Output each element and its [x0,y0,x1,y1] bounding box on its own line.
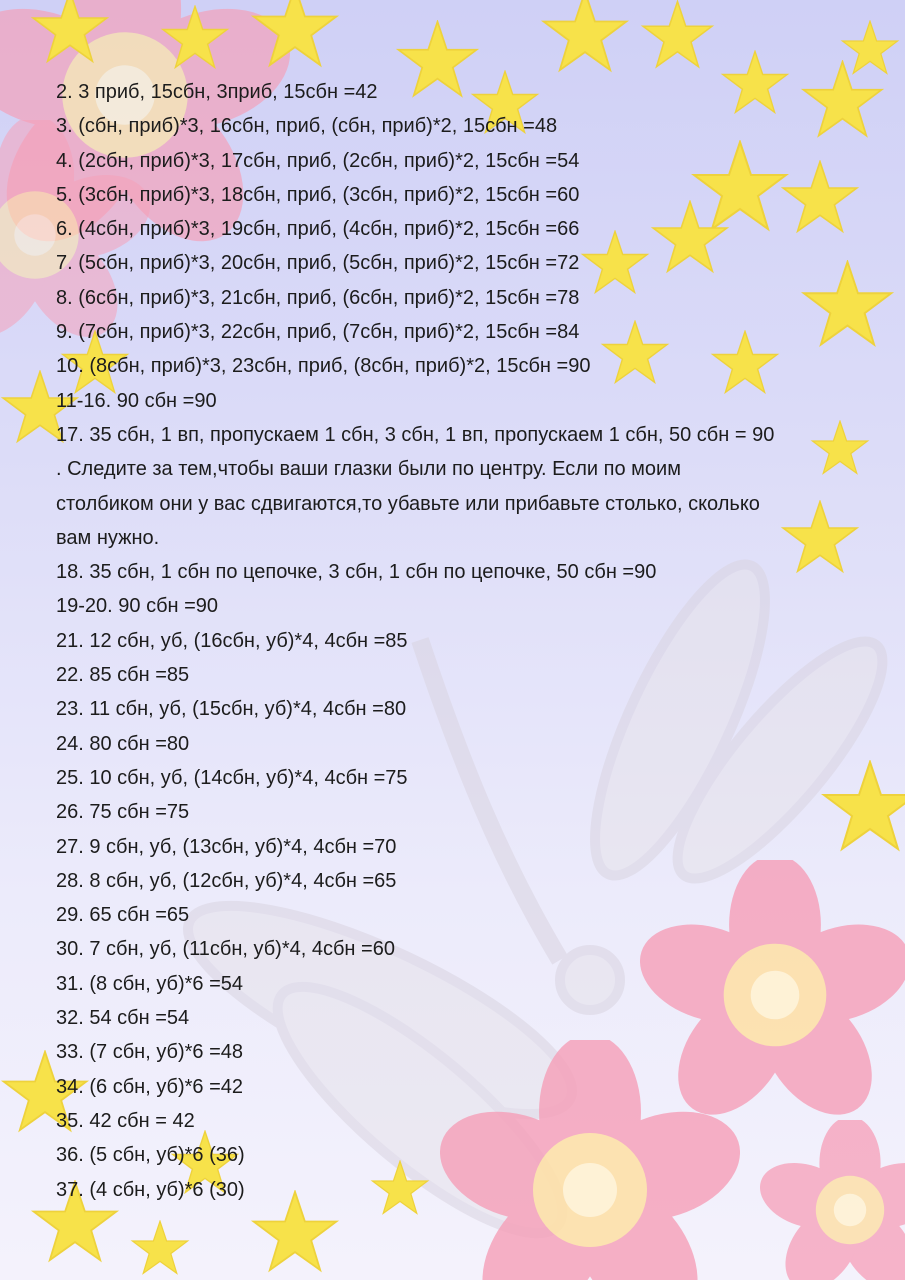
pattern-row: 4. (2сбн, приб)*3, 17сбн, приб, (2сбн, приб)*2, 15сбн =54 [56,149,580,172]
pattern-row: 29. 65 сбн =65 [56,904,190,927]
pattern-row: 26. 75 сбн =75 [56,801,190,824]
pattern-row: 28. 8 сбн, уб, (12сбн, уб)*4, 4сбн =65 [56,869,397,892]
pattern-note: . Следите за тем,чтобы ваши глазки были по центру. Если по моим [56,458,681,481]
pattern-row: 31. (8 сбн, уб)*6 =54 [56,972,244,995]
pattern-row: 5. (3сбн, приб)*3, 18сбн, приб, (3сбн, приб)*2, 15сбн =60 [56,183,580,206]
pattern-row: 18. 35 сбн, 1 сбн по цепочке, 3 сбн, 1 сбн по цепочке, 50 сбн =90 [56,561,657,584]
pattern-row: 11-16. 90 сбн =90 [56,389,217,412]
pattern-row: 8. (6сбн, приб)*3, 21сбн, приб, (6сбн, приб)*2, 15сбн =78 [56,286,580,309]
pattern-row: 37. (4 сбн, уб)*6 (30) [56,1178,245,1201]
pattern-row: 33. (7 сбн, уб)*6 =48 [56,1041,244,1064]
pattern-note: столбиком они у вас сдвигаются,то убавьте или прибавьте столько, сколько [56,492,760,515]
pattern-row: 35. 42 сбн = 42 [56,1109,195,1132]
star-icon [544,0,627,70]
pattern-row: 3. (сбн, приб)*3, 16сбн, приб, (сбн, приб)*2, 15сбн =48 [56,115,558,138]
pattern-row: 2. 3 приб, 15сбн, 3приб, 15сбн =42 [56,81,378,103]
pattern-row: 7. (5сбн, приб)*3, 20сбн, приб, (5сбн, приб)*2, 15сбн =72 [56,252,580,275]
pattern-row: 19-20. 90 сбн =90 [56,595,219,618]
star-icon [643,2,712,67]
pattern-row: 25. 10 сбн, уб, (14сбн, уб)*4, 4сбн =75 [56,766,408,789]
pattern-row: 6. (4сбн, приб)*3, 19сбн, приб, (4сбн, приб)*2, 15сбн =66 [56,218,580,241]
pattern-row: 24. 80 сбн =80 [56,732,190,755]
star-icon [132,1221,187,1273]
pattern-row: 10. (8сбн, приб)*3, 23сбн, приб, (8сбн, приб)*2, 15сбн =90 [56,355,591,378]
pattern-row: 32. 54 сбн =54 [56,1007,190,1030]
pattern-row: 34. (6 сбн, уб)*6 =42 [56,1075,244,1098]
pattern-row: 9. (7сбн, приб)*3, 22сбн, приб, (7сбн, приб)*2, 15сбн =84 [56,321,580,344]
pattern-row: 36. (5 сбн, уб)*6 (36) [56,1144,245,1167]
pattern-note: вам нужно. [56,526,160,549]
pattern-row: 17. 35 сбн, 1 вп, пропускаем 1 сбн, 3 сбн, 1 вп, пропускаем 1 сбн, 50 сбн = 90 [56,423,775,446]
pattern-row: 21. 12 сбн, уб, (16сбн, уб)*4, 4сбн =85 [56,629,408,652]
star-icon [842,21,897,73]
pattern-row: 27. 9 сбн, уб, (13сбн, уб)*4, 4сбн =70 [56,835,397,858]
pattern-row: 30. 7 сбн, уб, (11сбн, уб)*4, 4сбн =60 [56,938,395,961]
pattern-row: 22. 85 сбн =85 [56,664,190,687]
pattern-text [56,75,856,1207]
pattern-row: 23. 11 сбн, уб, (15сбн, уб)*4, 4сбн =80 [56,698,407,721]
